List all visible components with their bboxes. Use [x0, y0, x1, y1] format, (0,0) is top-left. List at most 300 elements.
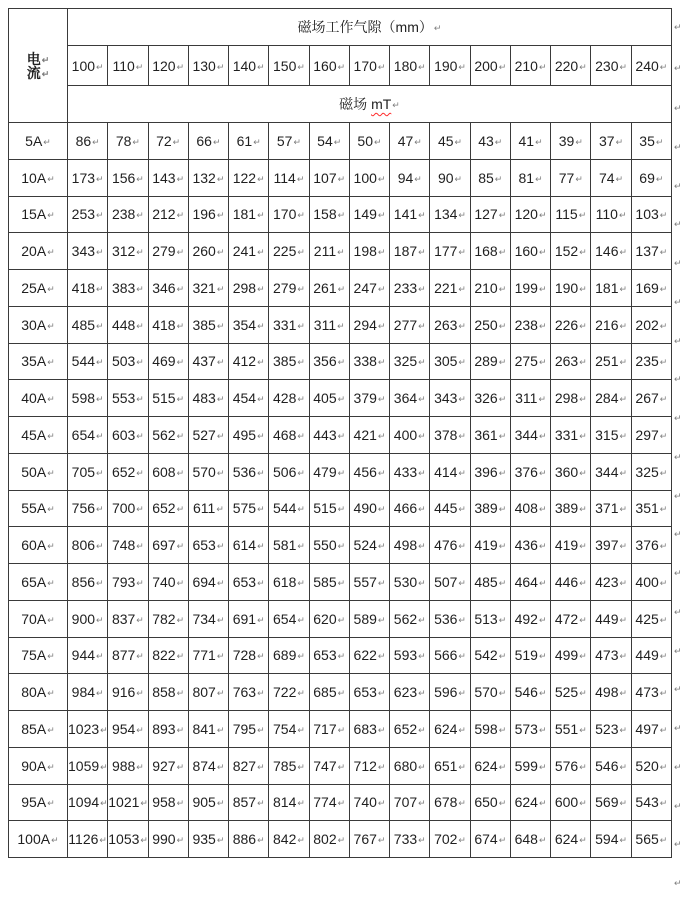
cell-value: 513: [474, 610, 498, 627]
cell-value: 445: [434, 500, 458, 517]
end-of-cell-mark: ↵: [659, 651, 668, 662]
end-of-cell-mark: ↵: [579, 577, 587, 588]
cell-value: 841: [192, 720, 216, 737]
value-cell: [390, 821, 430, 858]
cell-value: 331: [554, 426, 579, 443]
end-of-cell-mark: ↵: [579, 467, 587, 478]
end-of-cell-mark: ↵: [619, 357, 628, 368]
end-of-cell-mark: ↵: [538, 247, 547, 258]
value-cell: [551, 490, 591, 527]
value-cell: [269, 711, 309, 748]
cell-value: 990: [152, 831, 176, 848]
cell-value: 449: [595, 610, 619, 627]
end-of-cell-mark: ↵: [498, 724, 507, 735]
end-of-cell-mark: ↵: [579, 394, 587, 405]
end-of-cell-mark: ↵: [99, 835, 107, 846]
end-of-cell-mark: ↵: [377, 614, 386, 625]
end-of-cell-mark: ↵: [619, 320, 628, 331]
end-of-cell-mark: ↵: [418, 394, 426, 405]
cell-value: 80A: [21, 684, 47, 701]
value-cell: [510, 490, 550, 527]
cell-value: 600: [554, 794, 579, 811]
cell-value: 405: [313, 390, 337, 407]
value-cell: [631, 233, 671, 270]
cell-value: 807: [192, 684, 216, 701]
cell-value: 562: [152, 426, 176, 443]
end-of-cell-mark: ↵: [216, 61, 225, 72]
cell-value: 456: [353, 463, 377, 480]
cell-value: 86: [75, 132, 92, 149]
cell-value: 624: [434, 720, 458, 737]
cell-value: 385: [192, 316, 216, 333]
end-of-row-mark: ↵: [674, 413, 682, 424]
end-of-row-mark: ↵: [674, 490, 682, 501]
value-cell: [188, 417, 228, 454]
cell-value: 651: [434, 757, 458, 774]
value-cell: [551, 564, 591, 601]
cell-value: 127: [474, 206, 498, 223]
end-of-cell-mark: ↵: [176, 320, 185, 331]
value-cell: [349, 527, 389, 564]
table-row-5A: [9, 123, 672, 160]
cell-value: 623: [393, 684, 418, 701]
end-of-cell-mark: ↵: [538, 357, 547, 368]
end-of-cell-mark: ↵: [418, 61, 426, 72]
value-cell: [229, 600, 269, 637]
cell-value: 200: [474, 57, 498, 74]
cell-value: 827: [232, 757, 257, 774]
value-cell: [188, 637, 228, 674]
end-of-cell-mark: ↵: [579, 247, 587, 258]
end-of-cell-mark: ↵: [41, 68, 50, 79]
value-cell: [631, 784, 671, 821]
value-cell: [188, 674, 228, 711]
value-cell: [68, 306, 108, 343]
end-of-cell-mark: ↵: [337, 688, 346, 699]
cell-value: 507: [434, 573, 458, 590]
end-of-cell-mark: ↵: [498, 835, 507, 846]
end-of-cell-mark: ↵: [659, 724, 668, 735]
cell-value: 343: [434, 390, 458, 407]
value-cell: [631, 674, 671, 711]
value-cell: [631, 270, 671, 307]
row-label-cell: [9, 637, 68, 674]
end-of-cell-mark: ↵: [176, 394, 185, 405]
value-cell: [188, 784, 228, 821]
cell-value: 326: [474, 390, 498, 407]
value-cell: [390, 306, 430, 343]
value-cell: [510, 159, 550, 196]
value-cell: [309, 123, 349, 160]
cell-value: 722: [273, 684, 297, 701]
cell-value: 734: [192, 610, 216, 627]
value-cell: [390, 490, 430, 527]
end-of-cell-mark: ↵: [377, 173, 386, 184]
value-cell: [68, 747, 108, 784]
table-row-85A: [9, 711, 672, 748]
value-cell: [108, 747, 148, 784]
end-of-cell-mark: ↵: [96, 247, 104, 258]
value-cell: [551, 196, 591, 233]
end-of-cell-mark: ↵: [433, 23, 442, 33]
cell-value: 598: [71, 390, 96, 407]
end-of-cell-mark: ↵: [377, 798, 386, 809]
value-cell: [390, 564, 430, 601]
end-of-cell-mark: ↵: [100, 798, 108, 809]
end-of-cell-mark: ↵: [297, 283, 305, 294]
end-of-cell-mark: ↵: [100, 761, 108, 772]
cell-value: 114: [273, 169, 296, 186]
end-of-cell-mark: ↵: [578, 210, 587, 221]
value-cell: [269, 637, 309, 674]
end-of-cell-mark: ↵: [498, 430, 507, 441]
end-of-cell-mark: ↵: [458, 577, 466, 588]
end-of-cell-mark: ↵: [297, 688, 305, 699]
end-of-cell-mark: ↵: [136, 688, 144, 699]
value-cell: [631, 490, 671, 527]
end-of-cell-mark: ↵: [47, 430, 55, 441]
value-cell: [551, 674, 591, 711]
cell-value: 748: [111, 537, 136, 554]
end-of-cell-mark: ↵: [257, 651, 265, 662]
cell-value: 298: [554, 390, 579, 407]
value-cell: [349, 711, 389, 748]
value-cell: [148, 747, 188, 784]
value-cell: [591, 123, 631, 160]
end-of-cell-mark: ↵: [458, 357, 466, 368]
end-of-cell-mark: ↵: [337, 247, 345, 258]
end-of-cell-mark: ↵: [454, 136, 463, 147]
cell-value: 260: [192, 243, 216, 260]
cell-value: 400: [393, 426, 418, 443]
cell-value: 648: [514, 831, 538, 848]
value-cell: [430, 674, 470, 711]
value-cell: [591, 527, 631, 564]
cell-value: 216: [595, 316, 619, 333]
value-cell: [470, 600, 510, 637]
cell-value: 614: [232, 537, 257, 554]
value-cell: [551, 821, 591, 858]
cell-value: 485: [474, 573, 498, 590]
end-of-cell-mark: ↵: [92, 136, 100, 147]
end-of-cell-mark: ↵: [96, 504, 104, 515]
cell-value: 315: [595, 426, 619, 443]
cell-value: 408: [514, 500, 538, 517]
cell-value: 524: [353, 537, 377, 554]
cell-value: 344: [595, 463, 619, 480]
value-cell: [591, 380, 631, 417]
value-cell: [108, 453, 148, 490]
value-cell: [551, 784, 591, 821]
cell-value: 515: [152, 390, 176, 407]
end-of-cell-mark: ↵: [498, 210, 507, 221]
cell-value: 81: [518, 169, 535, 186]
end-of-cell-mark: ↵: [337, 504, 346, 515]
end-of-cell-mark: ↵: [418, 210, 426, 221]
cell-value: 238: [514, 316, 538, 333]
end-of-cell-mark: ↵: [96, 357, 104, 368]
end-of-cell-mark: ↵: [297, 798, 305, 809]
end-of-cell-mark: ↵: [337, 320, 345, 331]
value-cell: [229, 233, 269, 270]
cell-value: 774: [313, 794, 337, 811]
end-of-cell-mark: ↵: [579, 724, 587, 735]
value-cell: [148, 270, 188, 307]
end-of-cell-mark: ↵: [575, 173, 583, 184]
value-cell: [430, 159, 470, 196]
end-of-cell-mark: ↵: [297, 467, 305, 478]
value-cell: [510, 196, 550, 233]
value-cell: [390, 784, 430, 821]
cell-value: 226: [554, 316, 579, 333]
table-row-15A: [9, 196, 672, 233]
value-cell: [148, 453, 188, 490]
end-of-cell-mark: ↵: [579, 320, 587, 331]
value-cell: [68, 159, 108, 196]
value-cell: [591, 674, 631, 711]
cell-value: 338: [353, 353, 377, 370]
value-cell: [309, 196, 349, 233]
cell-value: 1023: [68, 720, 100, 737]
value-cell: [349, 453, 389, 490]
value-cell: [470, 821, 510, 858]
value-cell: [108, 196, 148, 233]
table-row-60A: [9, 527, 672, 564]
value-cell: [390, 674, 430, 711]
value-cell: [309, 821, 349, 858]
end-of-cell-mark: ↵: [538, 541, 547, 552]
cell-value: 544: [273, 500, 297, 517]
cell-value: 267: [635, 390, 659, 407]
cell-value: 103: [635, 206, 659, 223]
end-of-cell-mark: ↵: [494, 136, 503, 147]
cell-value: 43: [478, 132, 494, 149]
end-of-cell-mark: ↵: [216, 467, 225, 478]
value-cell: [148, 159, 188, 196]
magnetic-field-table: [8, 8, 672, 858]
end-of-cell-mark: ↵: [377, 688, 386, 699]
gap-header-cell-130: [188, 46, 228, 86]
end-of-cell-mark: ↵: [337, 210, 346, 221]
cell-value: 312: [111, 243, 136, 260]
cell-value: 210: [474, 279, 498, 296]
end-of-cell-mark: ↵: [535, 173, 543, 184]
cell-value: 544: [71, 353, 96, 370]
cell-value: 100: [71, 57, 96, 74]
value-cell: [631, 821, 671, 858]
cell-value: 498: [595, 684, 619, 701]
cell-value: 652: [111, 463, 136, 480]
end-of-cell-mark: ↵: [176, 724, 185, 735]
cell-value: 47: [397, 132, 414, 149]
end-of-cell-mark: ↵: [297, 210, 305, 221]
end-of-cell-mark: ↵: [96, 320, 104, 331]
value-cell: [591, 306, 631, 343]
cell-value: 542: [474, 647, 498, 664]
gap-header-cell-210: [510, 46, 550, 86]
cell-value: 289: [474, 353, 498, 370]
value-cell: [108, 380, 148, 417]
cell-value: 210: [514, 57, 538, 74]
value-cell: [229, 711, 269, 748]
end-of-cell-mark: ↵: [458, 283, 466, 294]
value-cell: [188, 564, 228, 601]
cell-value: 984: [71, 684, 96, 701]
value-cell: [430, 527, 470, 564]
gap-columns-row: [9, 46, 672, 86]
end-of-cell-mark: ↵: [47, 541, 55, 552]
cell-value: 620: [313, 610, 337, 627]
cell-value: 122: [232, 169, 257, 186]
end-of-cell-mark: ↵: [337, 798, 346, 809]
cell-value: 652: [152, 500, 176, 517]
cell-value: 419: [554, 537, 579, 554]
cell-value: 740: [152, 573, 176, 590]
cell-value: 473: [635, 684, 659, 701]
cell-value: 418: [152, 316, 176, 333]
value-cell: [470, 270, 510, 307]
cell-value: 160: [514, 243, 538, 260]
cell-value: 100: [353, 169, 377, 186]
cell-value: 893: [152, 720, 176, 737]
cell-value: 346: [152, 279, 176, 296]
cell-value: 428: [273, 390, 297, 407]
value-cell: [188, 270, 228, 307]
end-of-cell-mark: ↵: [579, 688, 587, 699]
end-of-cell-mark: ↵: [297, 651, 305, 662]
value-cell: [430, 821, 470, 858]
end-of-cell-mark: ↵: [458, 320, 466, 331]
end-of-cell-mark: ↵: [619, 504, 628, 515]
value-cell: [591, 600, 631, 637]
end-of-cell-mark: ↵: [96, 651, 104, 662]
cell-value: 650: [474, 794, 498, 811]
cell-value: 733: [393, 831, 418, 848]
cell-value: 624: [554, 831, 579, 848]
cell-value: 277: [393, 316, 418, 333]
cell-value: 653: [232, 573, 257, 590]
value-cell: [591, 233, 631, 270]
cell-value: 553: [111, 390, 136, 407]
cell-value: 78: [115, 132, 132, 149]
value-cell: [349, 784, 389, 821]
end-of-cell-mark: ↵: [297, 835, 305, 846]
end-of-cell-mark: ↵: [615, 173, 624, 184]
end-of-cell-mark: ↵: [579, 614, 587, 625]
cell-value: 536: [434, 610, 458, 627]
cell-value: 566: [434, 647, 458, 664]
cell-value: 454: [232, 390, 257, 407]
cell-value: 141: [393, 206, 418, 223]
cell-value: 279: [152, 243, 176, 260]
row-label-cell: [9, 527, 68, 564]
cell-value: 691: [232, 610, 257, 627]
value-cell: [470, 380, 510, 417]
end-of-cell-mark: ↵: [136, 577, 144, 588]
end-of-cell-mark: ↵: [458, 541, 466, 552]
cell-value: 181: [595, 279, 619, 296]
cell-value: 954: [111, 720, 136, 737]
cell-value: 1126: [68, 831, 99, 848]
cell-value: 575: [232, 500, 257, 517]
value-cell: [390, 233, 430, 270]
value-cell: [108, 270, 148, 307]
value-cell: [309, 453, 349, 490]
end-of-cell-mark: ↵: [418, 835, 426, 846]
gap-header-cell-100: [68, 46, 108, 86]
end-of-cell-mark: ↵: [43, 136, 51, 147]
value-cell: [430, 417, 470, 454]
value-cell: [470, 306, 510, 343]
cell-value: 364: [393, 390, 418, 407]
table-row-80A: [9, 674, 672, 711]
table-row-95A: [9, 784, 672, 821]
end-of-cell-mark: ↵: [337, 541, 346, 552]
end-of-cell-mark: ↵: [136, 430, 144, 441]
cell-value: 822: [152, 647, 176, 664]
cell-value: 305: [434, 353, 458, 370]
end-of-cell-mark: ↵: [458, 835, 466, 846]
value-cell: [591, 270, 631, 307]
end-of-cell-mark: ↵: [458, 61, 466, 72]
end-of-cell-mark: ↵: [377, 320, 386, 331]
cell-value: 793: [111, 573, 136, 590]
cell-value: 694: [192, 573, 216, 590]
end-of-cell-mark: ↵: [337, 614, 346, 625]
end-of-cell-mark: ↵: [216, 798, 225, 809]
value-cell: [108, 711, 148, 748]
end-of-cell-mark: ↵: [538, 651, 547, 662]
end-of-cell-mark: ↵: [176, 173, 185, 184]
value-cell: [148, 637, 188, 674]
cell-value: 45A: [21, 426, 47, 443]
cell-value: 331: [273, 316, 297, 333]
value-cell: [309, 490, 349, 527]
cell-value: 95A: [21, 794, 47, 811]
value-cell: [349, 306, 389, 343]
end-of-cell-mark: ↵: [136, 283, 144, 294]
end-of-cell-mark: ↵: [136, 357, 144, 368]
value-cell: [269, 784, 309, 821]
table-row-10A: [9, 159, 672, 196]
end-of-cell-mark: ↵: [96, 430, 104, 441]
value-cell: [269, 270, 309, 307]
cell-value: 90: [437, 169, 454, 186]
value-cell: [188, 600, 228, 637]
value-cell: [349, 196, 389, 233]
end-of-cell-mark: ↵: [96, 614, 104, 625]
cell-value: 916: [111, 684, 136, 701]
cell-value: 181: [232, 206, 257, 223]
end-of-cell-mark: ↵: [337, 61, 346, 72]
cell-value: 557: [353, 573, 377, 590]
value-cell: [349, 233, 389, 270]
cell-value: 20A: [21, 243, 47, 260]
cell-value: 156: [111, 169, 136, 186]
cell-value: 15A: [21, 206, 47, 223]
unit-header-cell: [68, 86, 672, 123]
end-of-cell-mark: ↵: [659, 357, 668, 368]
value-cell: [430, 123, 470, 160]
cell-value: 763: [232, 684, 257, 701]
end-of-cell-mark: ↵: [216, 835, 225, 846]
gap-header-cell-230: [591, 46, 631, 86]
end-of-cell-mark: ↵: [414, 136, 422, 147]
end-of-cell-mark: ↵: [659, 247, 668, 258]
end-of-cell-mark: ↵: [257, 724, 265, 735]
row-label-cell: [9, 711, 68, 748]
end-of-cell-mark: ↵: [619, 247, 628, 258]
